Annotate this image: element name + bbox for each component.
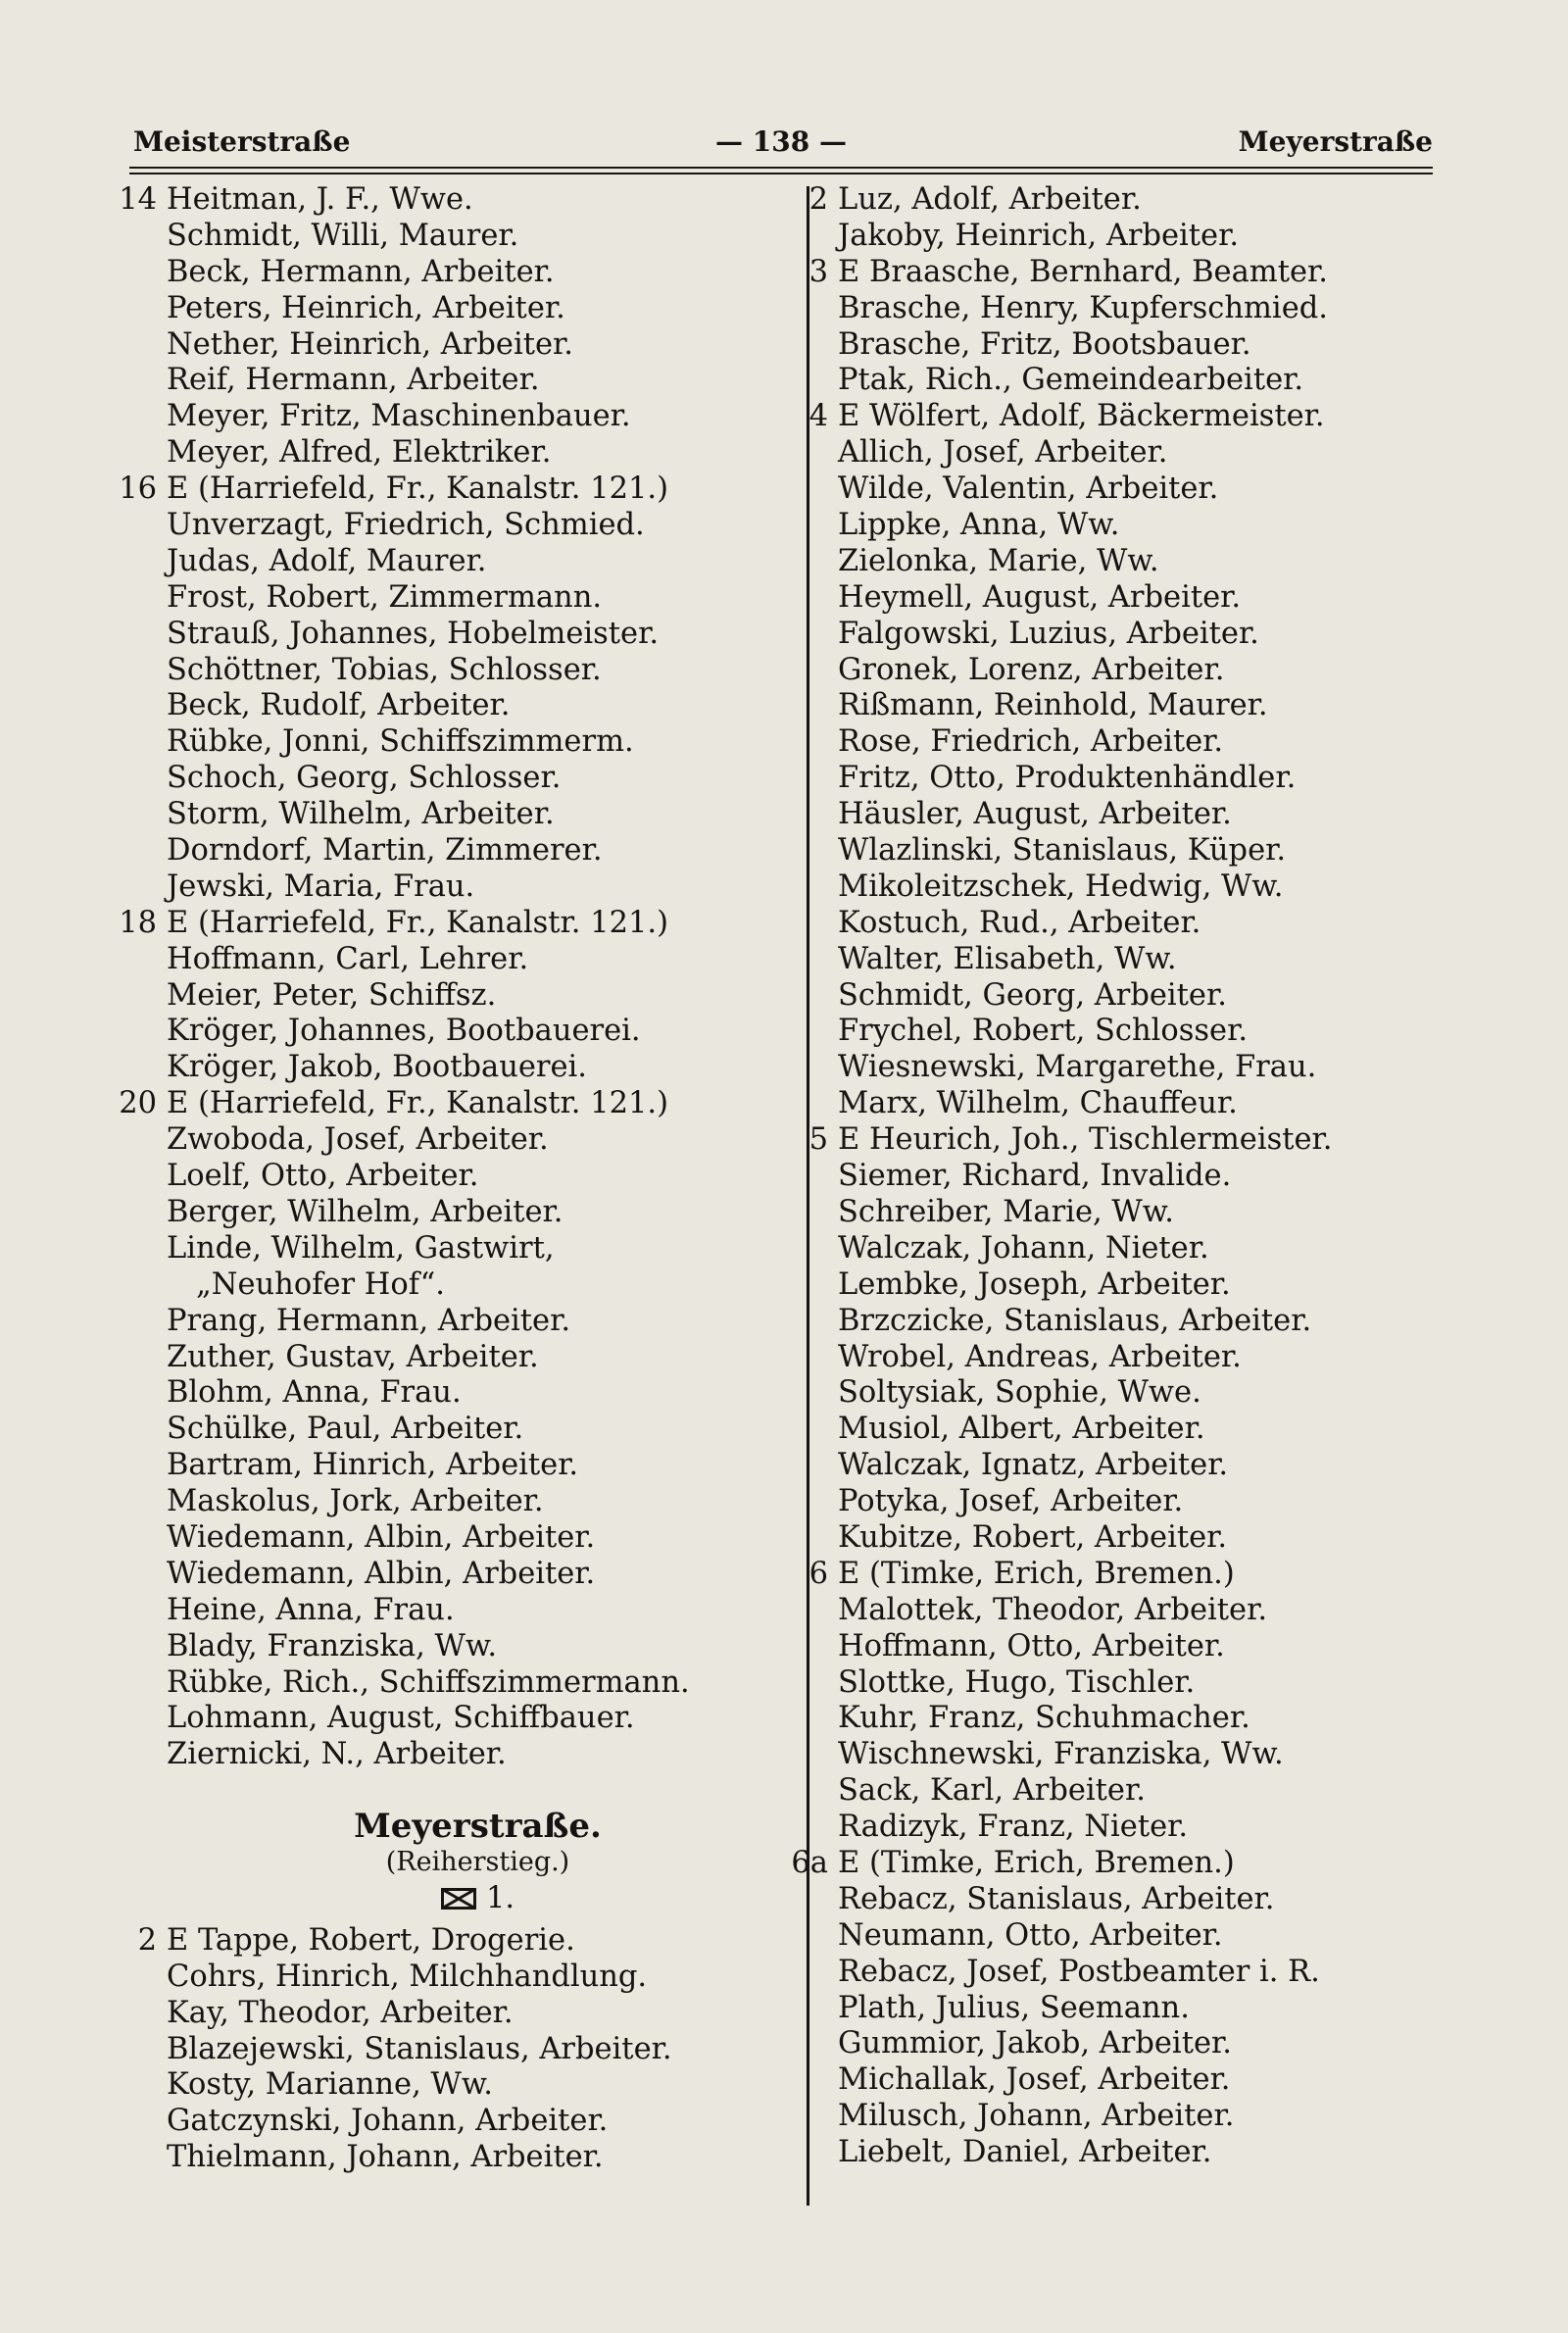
header-right-street: Meyerstraße [1238, 125, 1433, 158]
resident-entry: Jewski, Maria, Frau. [167, 869, 475, 904]
house-number: 18 [119, 905, 157, 940]
resident-entry: Slottke, Hugo, Tischler. [838, 1664, 1196, 1700]
directory-entry [838, 1918, 1436, 1955]
directory-entry [838, 1882, 1436, 1918]
directory-entry [838, 1773, 1436, 1810]
resident-entry: Beck, Rudolf, Arbeiter. [167, 688, 511, 723]
left-entry-list [119, 182, 789, 1773]
directory-entry [167, 1304, 789, 1340]
section-entry-list [137, 1922, 789, 2176]
directory-entry [838, 2026, 1436, 2062]
resident-entry: Milusch, Johann, Arbeiter. [838, 2099, 1235, 2134]
resident-entry: Gatczynski, Johann, Arbeiter. [167, 2104, 609, 2139]
directory-entry [838, 1991, 1436, 2027]
resident-entry: E Tappe, Robert, Drogerie. [167, 1922, 575, 1958]
section-meyerstrasse [137, 1807, 789, 2176]
page-number: — 138 — [715, 125, 847, 158]
resident-entry: Kröger, Johannes, Bootbauerei. [167, 1014, 641, 1049]
resident-entry: Liebelt, Daniel, Arbeiter. [838, 2135, 1212, 2170]
resident-entry: Schmidt, Willi, Maurer. [167, 218, 519, 253]
resident-entry: Bartram, Hinrich, Arbeiter. [167, 1448, 579, 1483]
directory-entry [838, 1086, 1436, 1122]
directory-entry [167, 869, 789, 906]
resident-entry: Hoffmann, Carl, Lehrer. [167, 941, 529, 976]
resident-entry: Blazejewski, Stanislaus, Arbeiter. [167, 2031, 672, 2066]
resident-entry: Wrobel, Andreas, Arbeiter. [838, 1339, 1242, 1374]
envelope-icon [441, 1888, 476, 1910]
directory-entry [119, 472, 789, 508]
resident-entry: Loelf, Otto, Arbeiter. [167, 1159, 479, 1194]
directory-entry [167, 255, 789, 291]
directory-entry [167, 1701, 789, 1737]
resident-entry: Kostuch, Rud., Arbeiter. [838, 905, 1201, 940]
resident-entry: E (Timke, Erich, Bremen.) [838, 1845, 1235, 1880]
directory-entry [808, 1122, 1436, 1159]
resident-entry: Jakoby, Heinrich, Arbeiter. [838, 218, 1240, 253]
resident-entry: Marx, Wilhelm, Chauffeur. [838, 1086, 1238, 1121]
directory-entry [838, 1448, 1436, 1484]
resident-entry: Meyer, Fritz, Maschinenbauer. [167, 399, 631, 434]
resident-entry: Heine, Anna, Frau. [167, 1592, 455, 1627]
directory-entry [167, 1122, 789, 1159]
resident-entry: Linde, Wilhelm, Gastwirt, [167, 1230, 555, 1266]
directory-entry [167, 1159, 789, 1195]
directory-entry [167, 580, 789, 617]
resident-entry: Zwoboda, Josef, Arbeiter. [167, 1122, 549, 1158]
resident-entry: Schöttner, Tobias, Schlosser. [167, 652, 602, 687]
resident-entry: Soltysiak, Sophie, Wwe. [838, 1375, 1201, 1411]
directory-entry [167, 2104, 789, 2140]
resident-entry: Meyer, Alfred, Elektriker. [167, 435, 552, 471]
resident-entry: Frost, Robert, Zimmermann. [167, 579, 603, 615]
directory-entry [167, 942, 789, 978]
right-column [791, 182, 1436, 2171]
resident-entry: Kay, Theodor, Arbeiter. [167, 1995, 514, 2030]
resident-entry: Mikoleitzschek, Hedwig, Ww. [838, 869, 1284, 904]
directory-entry [167, 617, 789, 653]
directory-entry [838, 1629, 1436, 1665]
resident-entry: Strauß, Johannes, Hobelmeister. [167, 616, 660, 651]
resident-entry: Lembke, Joseph, Arbeiter. [838, 1266, 1231, 1302]
directory-entry [838, 1701, 1436, 1737]
resident-entry: Sack, Karl, Arbeiter. [838, 1773, 1146, 1809]
resident-entry: Walczak, Ignatz, Arbeiter. [838, 1448, 1229, 1483]
resident-entry: Wiedemann, Albin, Arbeiter. [167, 1556, 596, 1591]
resident-entry: Schoch, Georg, Schlosser. [167, 761, 562, 796]
resident-entry: Hoffmann, Otto, Arbeiter. [838, 1628, 1225, 1663]
directory-entry [167, 978, 789, 1015]
directory-entry [167, 508, 789, 544]
directory-entry [838, 1159, 1436, 1195]
directory-entry [167, 2140, 789, 2176]
resident-entry: Neumann, Otto, Arbeiter. [838, 1917, 1223, 1953]
resident-entry: Ziernicki, N., Arbeiter. [167, 1737, 507, 1772]
directory-entry [167, 1050, 789, 1086]
directory-entry [838, 1050, 1436, 1086]
directory-entry [137, 1922, 789, 1960]
directory-entry [838, 761, 1436, 797]
directory-entry [167, 761, 789, 797]
directory-entry [167, 797, 789, 833]
directory-entry [167, 1412, 789, 1448]
directory-entry [167, 724, 789, 761]
section-title: Meyerstraße. [354, 1807, 602, 1847]
directory-entry [838, 1520, 1436, 1557]
directory-entry [838, 869, 1436, 906]
house-number: 3 [808, 254, 828, 289]
resident-entry: Prang, Hermann, Arbeiter. [167, 1303, 571, 1338]
directory-entry [838, 1412, 1436, 1448]
resident-entry: Falgowski, Luzius, Arbeiter. [838, 616, 1259, 651]
house-number: 16 [119, 472, 157, 507]
directory-entry [119, 182, 789, 219]
resident-entry: Brasche, Fritz, Bootsbauer. [838, 326, 1251, 362]
directory-entry [838, 1955, 1436, 1991]
resident-entry: Siemer, Richard, Invalide. [838, 1159, 1232, 1194]
directory-entry [838, 1737, 1436, 1773]
resident-entry: E Heurich, Joh., Tischlermeister. [838, 1122, 1333, 1158]
resident-entry: Potyka, Josef, Arbeiter. [838, 1484, 1184, 1519]
resident-entry: Zielonka, Marie, Ww. [838, 543, 1159, 578]
resident-entry: Wlazlinski, Stanislaus, Küper. [838, 833, 1287, 869]
header-rule-top [129, 167, 1433, 169]
directory-entry [838, 1375, 1436, 1412]
house-number: 6a [791, 1845, 828, 1880]
resident-entry: E (Harriefeld, Fr., Kanalstr. 121.) [167, 472, 668, 507]
resident-entry: Gummior, Jakob, Arbeiter. [838, 2026, 1232, 2061]
postal-district [167, 1881, 789, 1917]
directory-entry [167, 1231, 789, 1267]
house-number: 2 [137, 1922, 157, 1958]
resident-entry: Meier, Peter, Schiffsz. [167, 977, 497, 1013]
directory-entry [167, 1195, 789, 1231]
directory-entry [167, 435, 789, 472]
resident-entry: Rübke, Jonni, Schiffszimmerm. [167, 724, 634, 760]
directory-entry [167, 1448, 789, 1484]
directory-entry [838, 1665, 1436, 1702]
resident-entry: Rebacz, Josef, Postbeamter i. R. [838, 1954, 1320, 1989]
resident-entry: Kosty, Marianne, Ww. [167, 2067, 493, 2103]
resident-entry: Maskolus, Jork, Arbeiter. [167, 1484, 544, 1519]
directory-entry [838, 363, 1436, 399]
resident-entry: Lippke, Anna, Ww. [838, 508, 1120, 543]
directory-entry [838, 617, 1436, 653]
resident-entry: E Braasche, Bernhard, Beamter. [838, 254, 1328, 289]
directory-entry [838, 1340, 1436, 1376]
directory-entry [167, 1520, 789, 1557]
resident-entry: Storm, Wilhelm, Arbeiter. [167, 797, 555, 832]
resident-entry: Lohmann, August, Schiffbauer. [167, 1701, 635, 1736]
directory-entry [167, 1629, 789, 1665]
directory-entry [808, 254, 1436, 291]
house-number: 6 [808, 1556, 828, 1591]
resident-entry: Heymell, August, Arbeiter. [838, 579, 1242, 615]
directory-entry [119, 905, 789, 942]
resident-entry: Häusler, August, Arbeiter. [838, 797, 1232, 832]
directory-entry [838, 219, 1436, 255]
resident-entry: Berger, Wilhelm, Arbeiter. [167, 1194, 564, 1229]
directory-entry [167, 1665, 789, 1702]
resident-entry: Cohrs, Hinrich, Milchhandlung. [167, 1959, 648, 1994]
directory-entry [167, 2067, 789, 2104]
resident-entry: Fritz, Otto, Produktenhändler. [838, 761, 1297, 796]
resident-entry: Plath, Julius, Seemann. [838, 1990, 1190, 2025]
house-number: 2 [808, 182, 828, 217]
resident-entry: Kuhr, Franz, Schuhmacher. [838, 1701, 1250, 1736]
directory-entry [838, 653, 1436, 689]
resident-entry: Rose, Friedrich, Arbeiter. [838, 724, 1224, 760]
directory-entry [838, 1231, 1436, 1267]
resident-entry: Rebacz, Stanislaus, Arbeiter. [838, 1881, 1275, 1916]
resident-entry: Musiol, Albert, Arbeiter. [838, 1412, 1205, 1447]
resident-entry: Schreiber, Marie, Ww. [838, 1194, 1174, 1229]
directory-entry [838, 1267, 1436, 1304]
resident-entry: Michallak, Josef, Arbeiter. [838, 2062, 1231, 2098]
resident-entry: Rübke, Rich., Schiffszimmermann. [167, 1664, 690, 1700]
directory-entry [838, 1484, 1436, 1520]
column-divider [807, 186, 809, 2206]
directory-entry [838, 906, 1436, 942]
directory-entry [167, 544, 789, 580]
resident-entry: Brzczicke, Stanislaus, Arbeiter. [838, 1303, 1312, 1338]
directory-entry [167, 1267, 789, 1304]
directory-entry [838, 724, 1436, 761]
directory-entry [838, 435, 1436, 472]
directory-entry [167, 1557, 789, 1593]
resident-entry: Rißmann, Reinhold, Maurer. [838, 688, 1268, 723]
section-subtitle: (Reiherstieg.) [385, 1847, 570, 1878]
house-number: 5 [808, 1122, 828, 1158]
directory-entry [167, 2032, 789, 2068]
resident-entry: Blady, Franziska, Ww. [167, 1628, 498, 1663]
resident-entry: Malottek, Theodor, Arbeiter. [838, 1592, 1268, 1627]
resident-entry: Peters, Heinrich, Arbeiter. [167, 290, 565, 325]
resident-entry: Gronek, Lorenz, Arbeiter. [838, 652, 1225, 687]
resident-entry: Beck, Hermann, Arbeiter. [167, 254, 555, 289]
directory-entry [838, 1810, 1436, 1846]
resident-entry: E Wölfert, Adolf, Bäckermeister. [838, 399, 1325, 434]
resident-entry: „Neuhofer Hof“. [196, 1266, 445, 1302]
resident-entry: Allich, Josef, Arbeiter. [838, 435, 1168, 471]
resident-entry: Schmidt, Georg, Arbeiter. [838, 977, 1227, 1013]
resident-entry: E (Timke, Erich, Bremen.) [838, 1556, 1235, 1591]
resident-entry: Heitman, J. F., Wwe. [167, 182, 473, 217]
resident-entry: Luz, Adolf, Arbeiter. [838, 182, 1142, 217]
directory-entry [167, 399, 789, 435]
resident-entry: Zuther, Gustav, Arbeiter. [167, 1339, 539, 1374]
directory-entry [167, 291, 789, 327]
directory-entry [167, 1375, 789, 1412]
page-header [129, 125, 1433, 165]
directory-entry [838, 1593, 1436, 1629]
resident-entry: Blohm, Anna, Frau. [167, 1375, 462, 1411]
house-number: 14 [119, 182, 157, 217]
directory-entry [838, 544, 1436, 580]
directory-entry [838, 1304, 1436, 1340]
directory-entry [838, 797, 1436, 833]
resident-entry: Wiedemann, Albin, Arbeiter. [167, 1519, 596, 1555]
resident-entry: Brasche, Henry, Kupferschmied. [838, 290, 1328, 325]
resident-entry: Judas, Adolf, Maurer. [167, 543, 487, 578]
directory-entry [791, 1845, 1436, 1882]
directory-entry [167, 1737, 789, 1773]
resident-entry: Walczak, Johann, Nieter. [838, 1230, 1209, 1266]
directory-entry [167, 833, 789, 869]
directory-entry [838, 508, 1436, 544]
resident-entry: Wischnewski, Franziska, Ww. [838, 1737, 1284, 1772]
house-number: 4 [808, 399, 828, 434]
resident-entry: Wilde, Valentin, Arbeiter. [838, 472, 1219, 507]
resident-entry: Reif, Hermann, Arbeiter. [167, 363, 540, 398]
directory-entry [838, 327, 1436, 364]
header-left-street: Meisterstraße [133, 125, 351, 158]
resident-entry: E (Harriefeld, Fr., Kanalstr. 121.) [167, 905, 668, 940]
directory-entry [167, 1484, 789, 1520]
directory-entry [167, 1014, 789, 1050]
resident-entry: Nether, Heinrich, Arbeiter. [167, 326, 573, 362]
resident-entry: Radizyk, Franz, Nieter. [838, 1810, 1189, 1845]
directory-entry [838, 291, 1436, 327]
resident-entry: Ptak, Rich., Gemeindearbeiter. [838, 363, 1304, 398]
directory-entry [167, 219, 789, 255]
resident-entry: Frychel, Robert, Schlosser. [838, 1014, 1249, 1049]
directory-entry [838, 2135, 1436, 2171]
resident-entry: Unverzagt, Friedrich, Schmied. [167, 508, 645, 543]
header-rule-bottom [129, 173, 1433, 174]
directory-entry [167, 1593, 789, 1629]
directory-entry [808, 182, 1436, 219]
directory-entry [167, 327, 789, 364]
house-number: 20 [119, 1086, 157, 1121]
resident-entry: Dorndorf, Martin, Zimmerer. [167, 833, 603, 869]
directory-entry [838, 688, 1436, 724]
resident-entry: Thielmann, Johann, Arbeiter. [167, 2140, 604, 2175]
right-entry-list [791, 182, 1436, 2171]
postal-district-number: 1. [485, 1880, 515, 1915]
directory-entry [838, 2062, 1436, 2099]
resident-entry: Wiesnewski, Margarethe, Frau. [838, 1050, 1317, 1085]
directory-entry [838, 472, 1436, 508]
directory-entry [838, 942, 1436, 978]
directory-entry [838, 2099, 1436, 2135]
directory-entry [838, 833, 1436, 869]
directory-entry [167, 363, 789, 399]
directory-entry [167, 1340, 789, 1376]
directory-entry [167, 1960, 789, 1996]
resident-entry: Schülke, Paul, Arbeiter. [167, 1412, 524, 1447]
directory-entry [838, 978, 1436, 1015]
directory-entry [119, 1086, 789, 1122]
directory-entry [808, 399, 1436, 435]
resident-entry: Walter, Elisabeth, Ww. [838, 941, 1177, 976]
directory-entry [838, 580, 1436, 617]
directory-entry [838, 1195, 1436, 1231]
left-column [119, 182, 789, 2176]
directory-entry [838, 1014, 1436, 1050]
directory-entry [167, 688, 789, 724]
resident-entry: Kubitze, Robert, Arbeiter. [838, 1519, 1228, 1555]
directory-entry [808, 1556, 1436, 1593]
directory-entry [167, 1996, 789, 2032]
directory-entry [167, 653, 789, 689]
resident-entry: Kröger, Jakob, Bootbauerei. [167, 1050, 587, 1085]
resident-entry: E (Harriefeld, Fr., Kanalstr. 121.) [167, 1086, 668, 1121]
